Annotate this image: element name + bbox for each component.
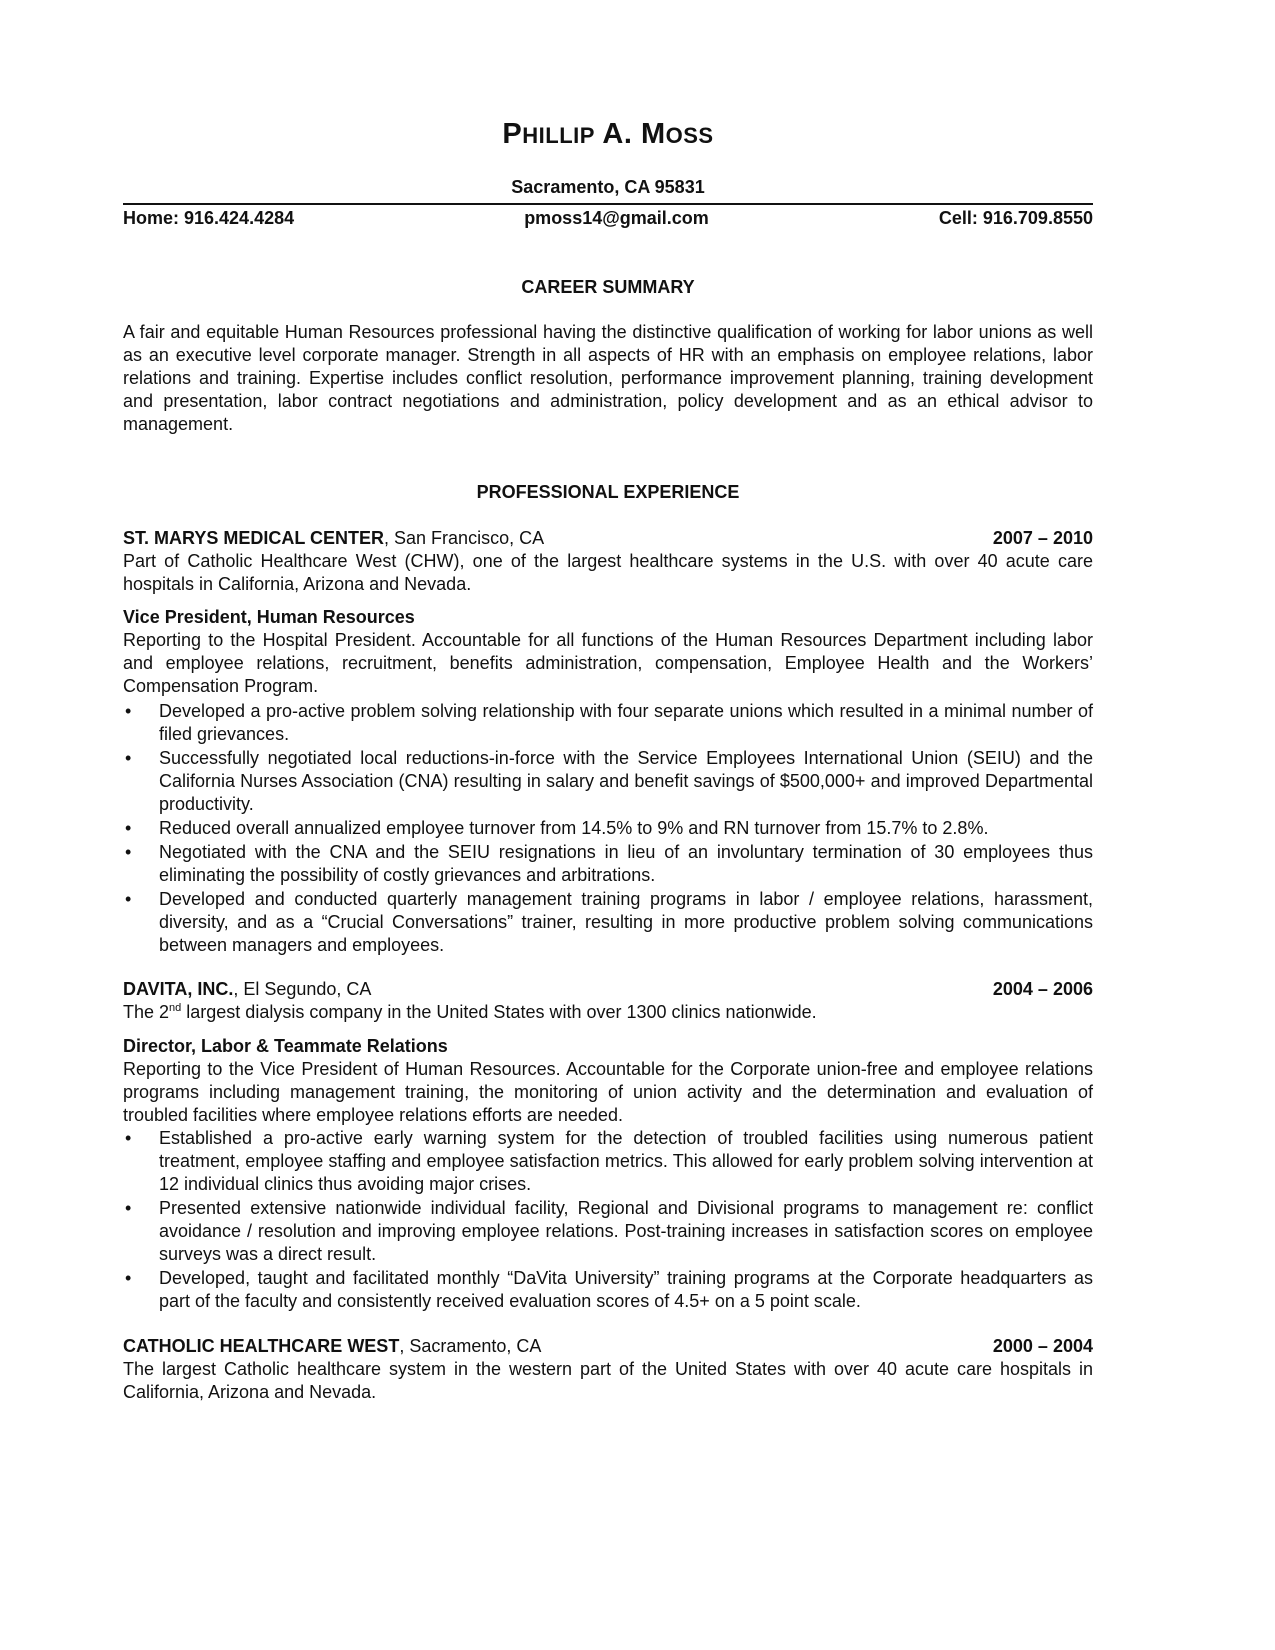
list-item: • Successfully negotiated local reductions-in-force with the Service Employees International Union (SEIU) and the California Nurses Association (CNA) resulting in salary and benefit savings of $500,000+ and improved Departmental productivity.	[125, 748, 1093, 814]
bullet-icon: •	[125, 1128, 132, 1148]
cell-phone: Cell: 916.709.8550	[938, 208, 1093, 228]
candidate-name: PHILLIP A. MOSS	[502, 118, 714, 150]
bullet-icon: •	[125, 818, 132, 838]
email-address[interactable]: pmoss14@gmail.com	[524, 208, 709, 228]
company-name: ST. MARYS MEDICAL CENTER	[123, 528, 385, 548]
bullet-icon: •	[125, 1198, 132, 1218]
address: Sacramento, CA 95831	[511, 177, 705, 197]
company-location: , El Segundo, CA	[233, 979, 372, 999]
career-summary-text: A fair and equitable Human Resources professional having the distinctive qualification of working for labor unions as well as an executive level corporate manager. Strength in all aspects of HR with an emphasis on employee relations, labor relations and training. Expertise includes conflict resolution, performance improvement planning, training development and presentation, labor contract negotiations and administration, policy development and as an ethical advisor to management.	[123, 322, 1093, 434]
company-location: , San Francisco, CA	[384, 528, 545, 548]
professional-experience-heading: PROFESSIONAL EXPERIENCE	[476, 482, 740, 502]
list-item: • Developed and conducted quarterly management training programs in labor / employee relations, harassment, diversity, and as a “Crucial Conversations” trainer, resulting in more productive problem solving communications between managers and employees.	[125, 889, 1093, 955]
bullet-icon: •	[125, 889, 132, 909]
bullet-icon: •	[125, 748, 132, 768]
bullet-icon: •	[125, 1268, 132, 1288]
company-description: Part of Catholic Healthcare West (CHW), one of the largest healthcare systems in the U.S. with over 40 acute care hospitals in California, Arizona and Nevada.	[123, 551, 1093, 594]
bullet-icon: •	[125, 842, 132, 862]
career-summary-heading: CAREER SUMMARY	[521, 277, 695, 297]
home-phone: Home: 916.424.4284	[123, 208, 295, 228]
list-item: • Reduced overall annualized employee turnover from 14.5% to 9% and RN turnover from 15.7% to 2.8%.	[125, 818, 989, 838]
company-description: The largest Catholic healthcare system in the western part of the United States with over 40 acute care hospitals in California, Arizona and Nevada.	[123, 1359, 1093, 1402]
list-item: • Negotiated with the CNA and the SEIU resignations in lieu of an involuntary termination of 30 employees thus eliminating the possibility of costly grievances and arbitrations.	[125, 842, 1093, 885]
list-item: • Presented extensive nationwide individual facility, Regional and Divisional programs to management re: conflict avoidance / resolution and improving employee relations. Post-training increases in satisfaction scores on employee surveys was a direct result.	[125, 1198, 1093, 1264]
job-years: 2000 – 2004	[992, 1336, 1093, 1356]
role-description: Reporting to the Vice President of Human Resources. Accountable for the Corporate union-free and employee relations programs including management training, the monitoring of union activity and the determination and evaluation of troubled facilities where employee relations efforts are needed.	[123, 1059, 1093, 1125]
job-header-chw	[123, 1335, 1093, 1358]
role-description: Reporting to the Hospital President. Accountable for all functions of the Human Resources Department including labor and employee relations, recruitment, benefits administration, compensation, Employee Health and the Workers’ Compensation Program.	[123, 630, 1093, 696]
header-divider	[123, 203, 1093, 205]
company-name: DAVITA, INC.	[123, 979, 234, 999]
achievement-list	[123, 1127, 1093, 1314]
list-item: • Developed, taught and facilitated monthly “DaVita University” training programs at the Corporate headquarters as part of the faculty and consistently received evaluation scores of 4.5+ on a 5 point scale.	[125, 1268, 1093, 1311]
job-years: 2004 – 2006	[992, 979, 1093, 999]
company-name: CATHOLIC HEALTHCARE WEST	[123, 1336, 400, 1356]
job-header-davita	[123, 978, 1093, 1001]
job-years: 2007 – 2010	[992, 528, 1093, 548]
list-item: • Established a pro-active early warning system for the detection of troubled facilities using numerous patient treatment, employee staffing and employee satisfaction metrics. This allowed for early problem solving intervention at 12 individual clinics thus avoiding major crises.	[125, 1128, 1093, 1194]
company-location: , Sacramento, CA	[399, 1336, 542, 1356]
contact-row	[123, 208, 1093, 232]
achievement-list	[123, 700, 1093, 958]
bullet-icon: •	[125, 701, 132, 721]
job-title: Vice President, Human Resources	[123, 607, 415, 627]
list-item: • Developed a pro-active problem solving relationship with four separate unions which resulted in a minimal number of filed grievances.	[125, 701, 1093, 744]
job-title: Director, Labor & Teammate Relations	[123, 1036, 448, 1056]
company-description: The 2nd largest dialysis company in the United States with over 1300 clinics nationwide.	[123, 1002, 817, 1022]
job-header-st-marys	[123, 527, 1093, 550]
